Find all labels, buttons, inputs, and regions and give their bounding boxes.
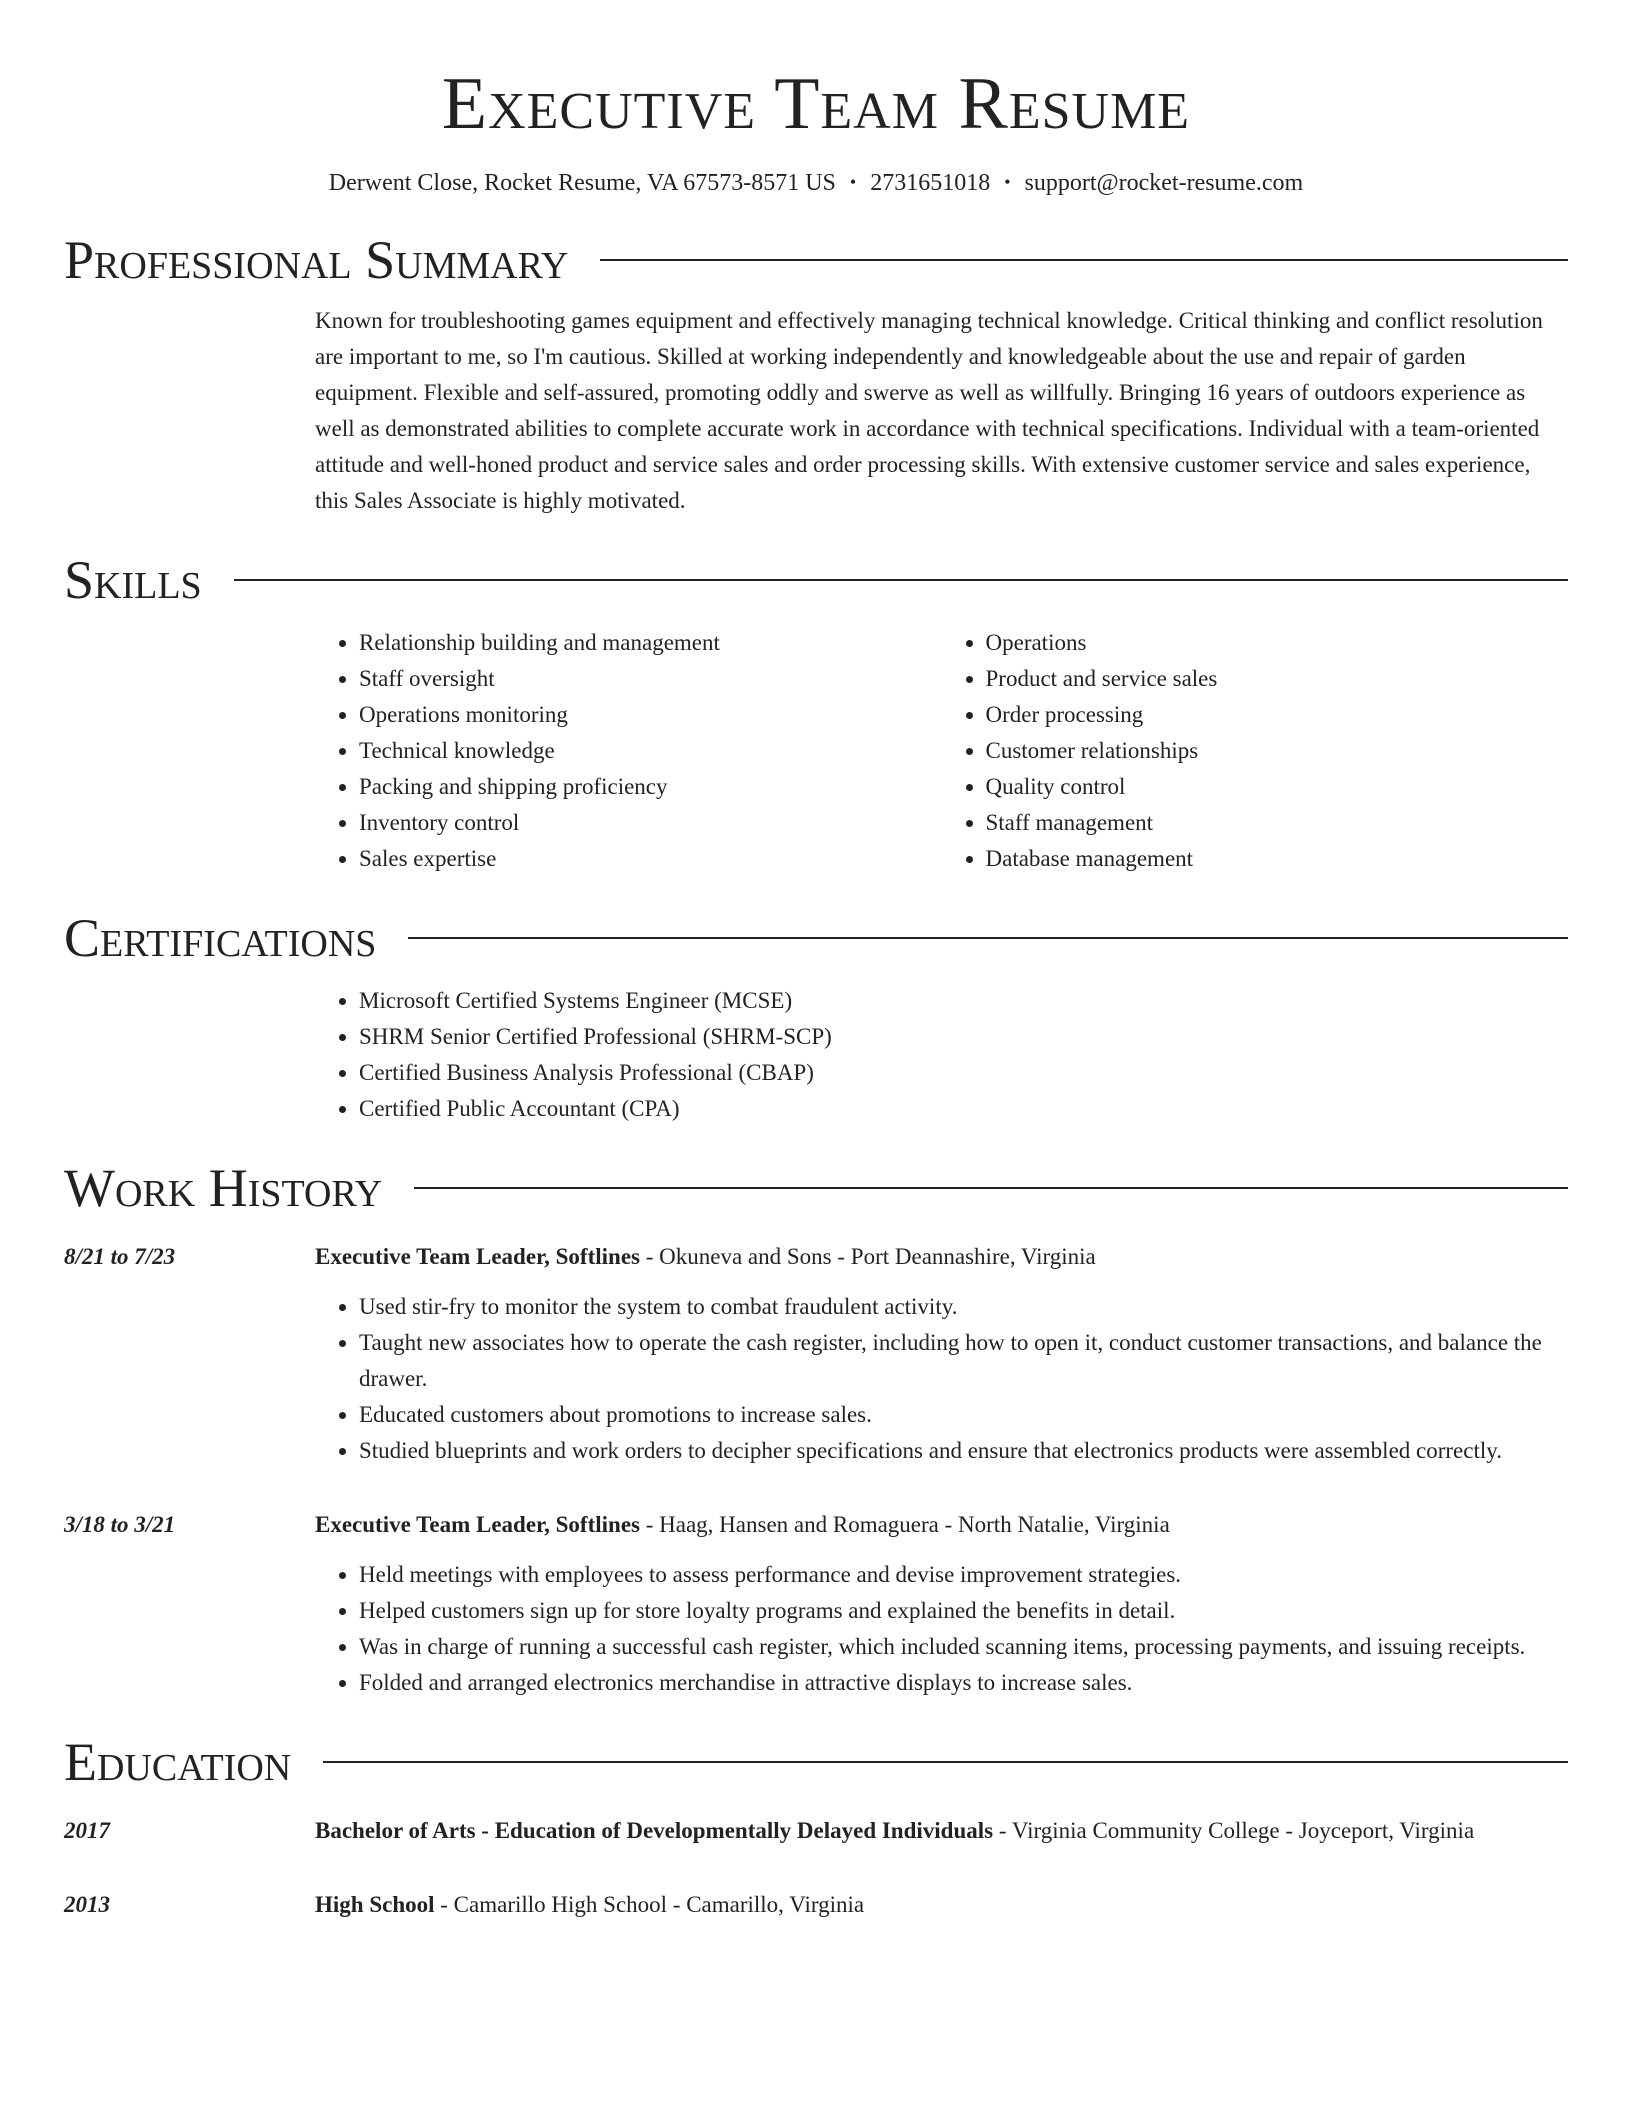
certification-item: • Certified Business Analysis Professional (CBAP): [359, 1055, 1568, 1091]
education-year: 2017: [64, 1818, 110, 1843]
contact-separator: •: [849, 172, 857, 192]
skill-item: • Inventory control: [359, 805, 942, 841]
education-title: Education: [64, 1732, 292, 1792]
resume-name: Executive Team Resume: [441, 63, 1191, 145]
section-divider: [408, 937, 1568, 939]
job-duty: • Taught new associates how to operate the cash register, including how to open it, conduct customer transactions, and balance the drawer.: [359, 1325, 1568, 1397]
education-school: - Virginia Community College - Joyceport, Virginia: [993, 1818, 1475, 1843]
job-dates: 3/18 to 3/21: [64, 1512, 176, 1537]
skill-item: • Packing and shipping proficiency: [359, 769, 942, 805]
education-section: [64, 1731, 1568, 1923]
job-role: Executive Team Leader, Softlines: [315, 1512, 640, 1537]
contact-phone: 2731651018: [870, 170, 991, 196]
skill-item: • Staff management: [986, 805, 1569, 841]
education-details: [315, 1887, 1568, 1923]
skill-item: • Operations: [986, 625, 1569, 661]
section-header: [64, 1731, 1568, 1793]
job-company: - Haag, Hansen and Romaguera - North Natalie, Virginia: [639, 1512, 1170, 1537]
skills-list-left: [315, 625, 942, 877]
job-duties-list: [315, 1557, 1568, 1701]
job-header: [64, 1239, 1568, 1275]
job-duty: • Held meetings with employees to assess performance and devise improvement strategies.: [359, 1557, 1568, 1593]
education-details: [315, 1813, 1568, 1849]
education-entry: [64, 1887, 1568, 1923]
job-duties: [315, 1289, 1568, 1469]
contact-email[interactable]: support@rocket-resume.com: [1024, 170, 1304, 196]
contact-separator: •: [1004, 172, 1011, 192]
work-history-section: [64, 1157, 1568, 1701]
skill-item: • Quality control: [986, 769, 1569, 805]
work-history-title: Work History: [64, 1158, 383, 1218]
education-degree: High School: [315, 1892, 435, 1917]
skill-item: • Product and service sales: [986, 661, 1569, 697]
summary-text: Known for troubleshooting games equipment and effectively managing technical knowledge. Critical thinking and conflict resolution are important to me, so I'm cautious. Skilled at working independently and knowledgeable about the use and repair of garden equipment. Flexible and self-assured, promoting oddly and swerve as well as willfully. Bringing 16 years of outdoors experience as well as demonstrated abilities to complete accurate work in accordance with technical specifications. Individual with a team-oriented attitude and well-honed product and service sales and order processing skills. With extensive customer service and sales experience, this Sales Associate is highly motivated.: [315, 308, 1543, 513]
certifications-body: [315, 983, 1568, 1127]
certifications-title: Certifications: [64, 908, 377, 968]
job-duties: [315, 1557, 1568, 1701]
section-divider: [323, 1761, 1568, 1763]
skill-item: • Sales expertise: [359, 841, 942, 877]
certification-item: • Certified Public Accountant (CPA): [359, 1091, 1568, 1127]
education-year: 2013: [64, 1892, 110, 1917]
section-divider: [234, 579, 1568, 581]
section-header: [64, 229, 1568, 291]
certifications-list: [315, 983, 1568, 1127]
education-degree: Bachelor of Arts - Education of Developmentally Delayed Individuals: [315, 1818, 994, 1843]
summary-title: Professional Summary: [64, 230, 569, 290]
job-role: Executive Team Leader, Softlines: [315, 1244, 640, 1269]
contact-address: Derwent Close, Rocket Resume, VA 67573-8571 US: [328, 170, 836, 196]
section-divider: [600, 259, 1568, 261]
section-header: [64, 549, 1568, 611]
job-company: - Okuneva and Sons - Port Deannashire, Virginia: [639, 1244, 1096, 1269]
skills-list-right: [942, 625, 1569, 877]
certification-item: • Microsoft Certified Systems Engineer (MCSE): [359, 983, 1568, 1019]
job-duty: • Folded and arranged electronics merchandise in attractive displays to increase sales.: [359, 1665, 1568, 1701]
job-duty: • Was in charge of running a successful cash register, which included scanning items, processing payments, and issuing receipts.: [359, 1629, 1568, 1665]
skill-item: • Relationship building and management: [359, 625, 942, 661]
skill-item: • Order processing: [986, 697, 1569, 733]
job-title-line: [315, 1239, 1568, 1275]
job-entry: [64, 1239, 1568, 1469]
skills-section: [64, 549, 1568, 877]
skills-grid: [315, 625, 1568, 877]
job-header: [64, 1507, 1568, 1543]
job-duty: • Educated customers about promotions to increase sales.: [359, 1397, 1568, 1433]
section-divider: [414, 1187, 1568, 1189]
skill-item: • Customer relationships: [986, 733, 1569, 769]
skills-title: Skills: [64, 550, 202, 610]
education-entry: [64, 1813, 1568, 1849]
certification-item: • SHRM Senior Certified Professional (SHRM-SCP): [359, 1019, 1568, 1055]
skill-item: • Operations monitoring: [359, 697, 942, 733]
job-duty: • Studied blueprints and work orders to decipher specifications and ensure that electronics products were assembled correctly.: [359, 1433, 1568, 1469]
job-title-line: [315, 1507, 1568, 1543]
section-header: [64, 907, 1568, 969]
skill-item: • Database management: [986, 841, 1569, 877]
section-header: [64, 1157, 1568, 1219]
job-entry: [64, 1507, 1568, 1701]
skill-item: • Staff oversight: [359, 661, 942, 697]
job-dates: 8/21 to 7/23: [64, 1244, 176, 1269]
job-duty: • Helped customers sign up for store loyalty programs and explained the benefits in detail.: [359, 1593, 1568, 1629]
job-duty: • Used stir-fry to monitor the system to combat fraudulent activity.: [359, 1289, 1568, 1325]
job-duties-list: [315, 1289, 1568, 1469]
certifications-section: [64, 907, 1568, 1127]
skill-item: • Technical knowledge: [359, 733, 942, 769]
education-school: - Camarillo High School - Camarillo, Virginia: [434, 1892, 865, 1917]
summary-section: [64, 229, 1568, 519]
contact-line: [64, 166, 1568, 199]
